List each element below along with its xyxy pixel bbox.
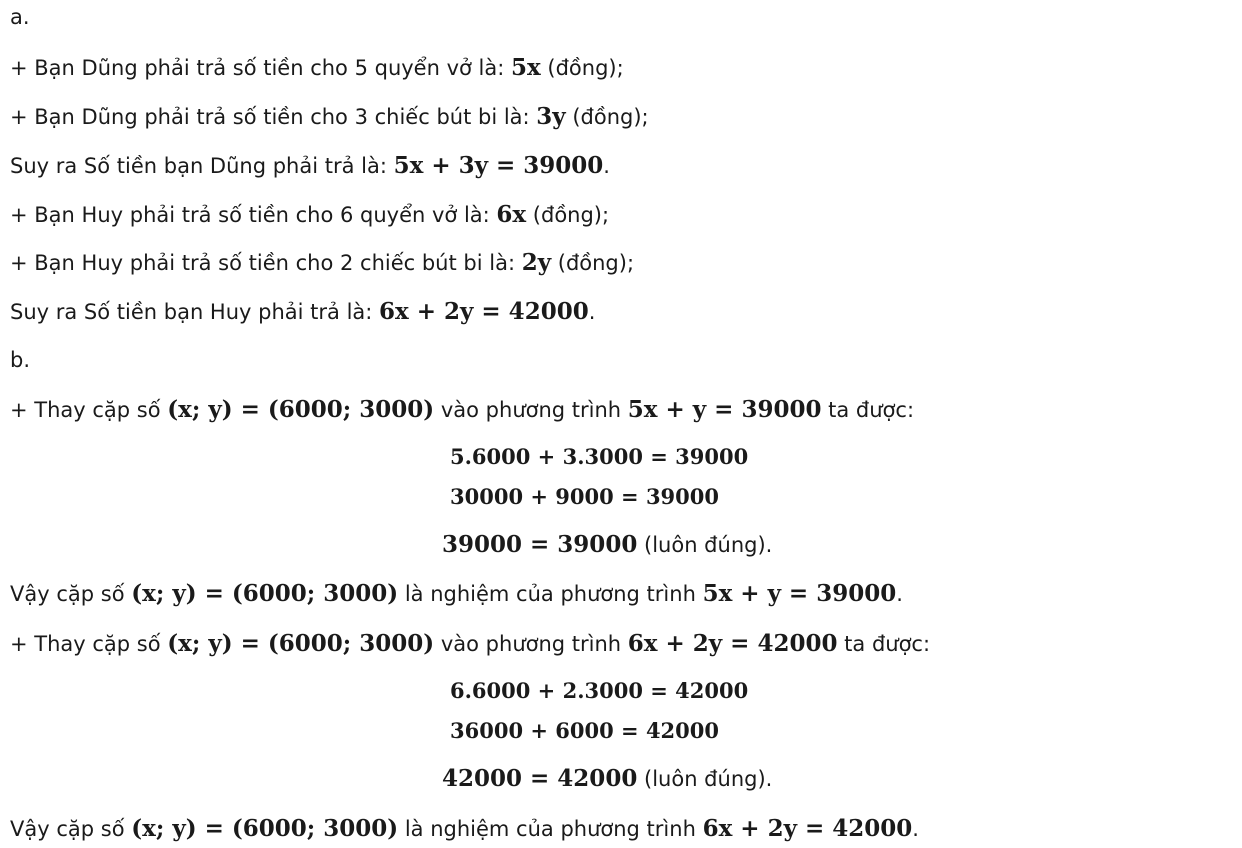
check-1-conclusion bbox=[10, 582, 903, 605]
math-equation: 6x + 2y = 42000 bbox=[627, 630, 838, 657]
part-a-line-2 bbox=[10, 105, 649, 128]
math-expression: 6x bbox=[496, 201, 527, 228]
conclusion-mid: là nghiệm của phương trình bbox=[398, 582, 703, 606]
part-a-line-5 bbox=[10, 251, 634, 274]
conclusion-suffix: . bbox=[896, 582, 903, 606]
math-equation: 6x + 2y = 42000 bbox=[702, 815, 913, 842]
part-b-label: b. bbox=[10, 348, 31, 372]
check-2-equation-3 bbox=[442, 767, 772, 790]
conclusion-suffix: . bbox=[912, 817, 919, 841]
part-a-label: a. bbox=[10, 5, 30, 29]
line-text: Suy ra Số tiền bạn Huy phải trả là: bbox=[10, 300, 380, 324]
math-expression: 6x + 2y = 42000 bbox=[379, 298, 589, 325]
line-text: + Bạn Dũng phải trả số tiền cho 5 quyển vở là: bbox=[10, 56, 511, 80]
math-equation: 42000 = 42000 bbox=[442, 765, 638, 792]
line-text: + Bạn Dũng phải trả số tiền cho 3 chiếc bút bi là: bbox=[10, 105, 537, 129]
check-2-equation-2: 36000 + 6000 = 42000 bbox=[450, 718, 720, 743]
math-pair: (x; y) = (6000; 3000) bbox=[131, 815, 399, 842]
intro-prefix: + Thay cặp số bbox=[10, 632, 168, 656]
intro-mid: vào phương trình bbox=[434, 398, 628, 422]
math-equation: 5x + y = 39000 bbox=[627, 396, 822, 423]
line-suffix: . bbox=[603, 154, 610, 178]
check-2-conclusion bbox=[10, 817, 919, 840]
intro-suffix: ta được: bbox=[837, 632, 931, 656]
check-1-equation-3 bbox=[442, 533, 772, 556]
math-expression: 5x + 3y = 39000 bbox=[393, 152, 604, 179]
math-equation: 5x + y = 39000 bbox=[702, 580, 897, 607]
math-pair: (x; y) = (6000; 3000) bbox=[131, 580, 399, 607]
check-1-intro bbox=[10, 398, 914, 421]
math-pair: (x; y) = (6000; 3000) bbox=[167, 630, 435, 657]
conclusion-prefix: Vậy cặp số bbox=[10, 582, 132, 606]
part-a-line-4 bbox=[10, 203, 609, 226]
math-expression: 3y bbox=[536, 103, 566, 130]
line-suffix: (đồng); bbox=[565, 105, 649, 129]
intro-prefix: + Thay cặp số bbox=[10, 398, 168, 422]
line-suffix: . bbox=[588, 300, 596, 324]
part-a-line-3 bbox=[10, 154, 610, 177]
line-text: Suy ra Số tiền bạn Dũng phải trả là: bbox=[10, 154, 394, 178]
line-suffix: (đồng); bbox=[526, 203, 610, 227]
equation-note: (luôn đúng). bbox=[637, 767, 773, 791]
line-text: + Bạn Huy phải trả số tiền cho 2 chiếc bút bi là: bbox=[10, 251, 522, 275]
intro-mid: vào phương trình bbox=[434, 632, 628, 656]
math-expression: 5x bbox=[511, 54, 541, 81]
line-suffix: (đồng); bbox=[551, 251, 635, 275]
math-equation: 39000 = 39000 bbox=[442, 531, 638, 558]
equation-note: (luôn đúng). bbox=[637, 533, 773, 557]
line-text: + Bạn Huy phải trả số tiền cho 6 quyển vở là: bbox=[10, 203, 497, 227]
check-1-equation-2: 30000 + 9000 = 39000 bbox=[450, 484, 720, 509]
math-pair: (x; y) = (6000; 3000) bbox=[167, 396, 435, 423]
line-suffix: (đồng); bbox=[540, 56, 624, 80]
check-2-equation-1: 6.6000 + 2.3000 = 42000 bbox=[450, 678, 749, 703]
intro-suffix: ta được: bbox=[821, 398, 915, 422]
math-expression: 2y bbox=[521, 249, 552, 276]
part-a-line-6 bbox=[10, 300, 595, 323]
part-a-line-1 bbox=[10, 56, 624, 79]
check-2-intro bbox=[10, 632, 930, 655]
check-1-equation-1: 5.6000 + 3.3000 = 39000 bbox=[450, 444, 749, 469]
conclusion-prefix: Vậy cặp số bbox=[10, 817, 132, 841]
conclusion-mid: là nghiệm của phương trình bbox=[398, 817, 703, 841]
